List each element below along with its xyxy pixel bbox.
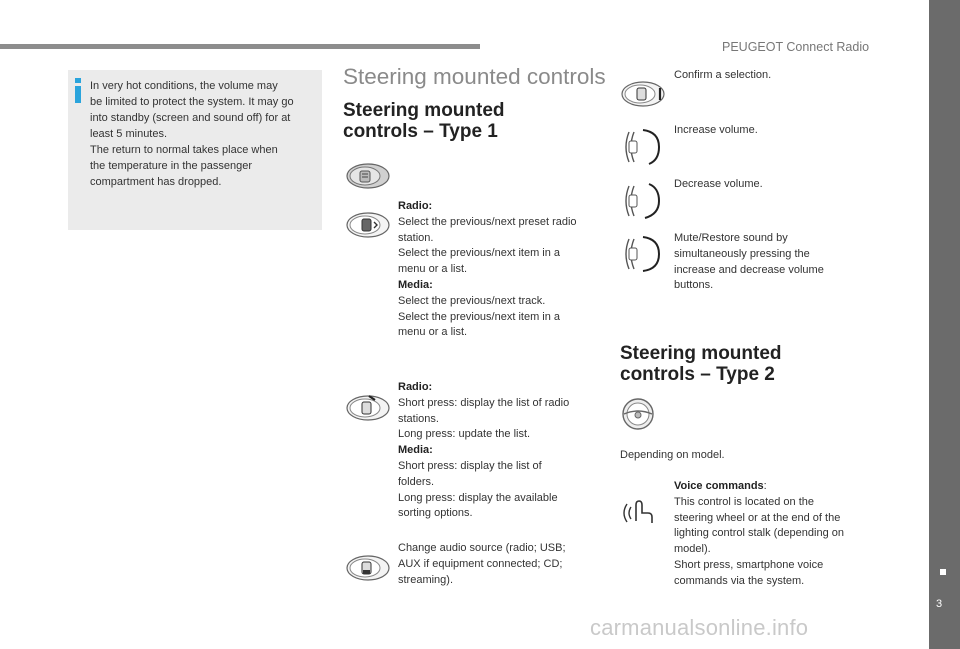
text-line: streaming). bbox=[398, 573, 454, 586]
media-label: Media: bbox=[398, 278, 433, 291]
voice-colon: : bbox=[763, 480, 767, 492]
thumbwheel-press-icon bbox=[345, 394, 391, 422]
voice-label: Voice commands bbox=[674, 480, 764, 492]
steering-wheel-icon bbox=[620, 396, 656, 432]
page-number: 3 bbox=[936, 598, 943, 610]
info-icon bbox=[75, 78, 81, 102]
type1-item2-text bbox=[398, 380, 608, 522]
depending-text: Depending on model. bbox=[620, 449, 725, 461]
voice-commands-text bbox=[674, 479, 874, 590]
text-line: stations. bbox=[398, 412, 439, 425]
decrease-text: Decrease volume. bbox=[674, 178, 763, 190]
text-line: Change audio source (radio; USB; bbox=[398, 542, 566, 554]
page-marker bbox=[940, 569, 946, 575]
mute-text bbox=[674, 231, 874, 294]
text-line: This control is located on the bbox=[674, 495, 815, 508]
text-line: menu or a list. bbox=[398, 326, 468, 339]
text-line: simultaneously pressing the bbox=[674, 247, 810, 260]
type1-item3-text bbox=[398, 541, 608, 588]
media-label: Media: bbox=[398, 444, 433, 457]
volume-down-icon bbox=[621, 180, 663, 222]
watermark: carmanualsonline.info bbox=[590, 615, 809, 640]
mute-icon bbox=[621, 233, 663, 275]
confirm-button-icon bbox=[620, 80, 666, 108]
text-line: steering wheel or at the end of the bbox=[674, 511, 841, 524]
text-line: lighting control stalk (depending on bbox=[674, 527, 845, 540]
text-line: Short press: display the list of bbox=[398, 459, 542, 472]
text-line: Short press, smartphone voice bbox=[674, 558, 824, 571]
text-line: Select the previous/next item in a bbox=[398, 247, 561, 260]
text-line: sorting options. bbox=[398, 507, 473, 520]
text-line: Select the previous/next track. bbox=[398, 294, 546, 307]
text-line: AUX if equipment connected; CD; bbox=[398, 557, 563, 570]
confirm-text: Confirm a selection. bbox=[674, 69, 772, 81]
voice-command-icon bbox=[622, 497, 658, 527]
text-line: Select the previous/next preset radio bbox=[398, 215, 577, 228]
text-line: station. bbox=[398, 231, 434, 244]
section-title: Steering mounted controls bbox=[343, 64, 606, 89]
text-line: folders. bbox=[398, 475, 435, 488]
text-line: menu or a list. bbox=[398, 263, 468, 276]
type1-item1-text bbox=[398, 199, 608, 341]
text-line: increase and decrease volume bbox=[674, 263, 824, 276]
info-text: In very hot conditions, the volume may be limited to protect the system. It may go into standby (screen and sound off) for at least 5 minutes. The return to normal takes place when the temperature in the passenger compartment has dropped. bbox=[90, 80, 294, 188]
text-line: Long press: update the list. bbox=[398, 428, 531, 441]
text-line: Short press: display the list of radio bbox=[398, 396, 570, 409]
type2-title: Steering mounted controls – Type 2 bbox=[620, 343, 782, 385]
page-header-title: PEUGEOT Connect Radio bbox=[722, 40, 870, 54]
right-sidebar bbox=[929, 0, 960, 649]
radio-label: Radio: bbox=[398, 200, 433, 212]
increase-text: Increase volume. bbox=[674, 124, 758, 136]
text-line: buttons. bbox=[674, 279, 714, 292]
radio-label: Radio: bbox=[398, 381, 433, 393]
preset-switch-icon bbox=[345, 211, 391, 239]
source-switch-icon bbox=[345, 554, 391, 582]
steering-control-overview-icon bbox=[345, 162, 391, 190]
text-line: Select the previous/next item in a bbox=[398, 310, 561, 323]
text-line: model). bbox=[674, 543, 711, 556]
text-line: commands via the system. bbox=[674, 574, 805, 587]
volume-up-icon bbox=[621, 126, 663, 168]
header-rule bbox=[0, 44, 480, 49]
text-line: Mute/Restore sound by bbox=[674, 232, 788, 244]
text-line: Long press: display the available bbox=[398, 491, 558, 504]
type1-title: Steering mounted controls – Type 1 bbox=[343, 100, 505, 142]
